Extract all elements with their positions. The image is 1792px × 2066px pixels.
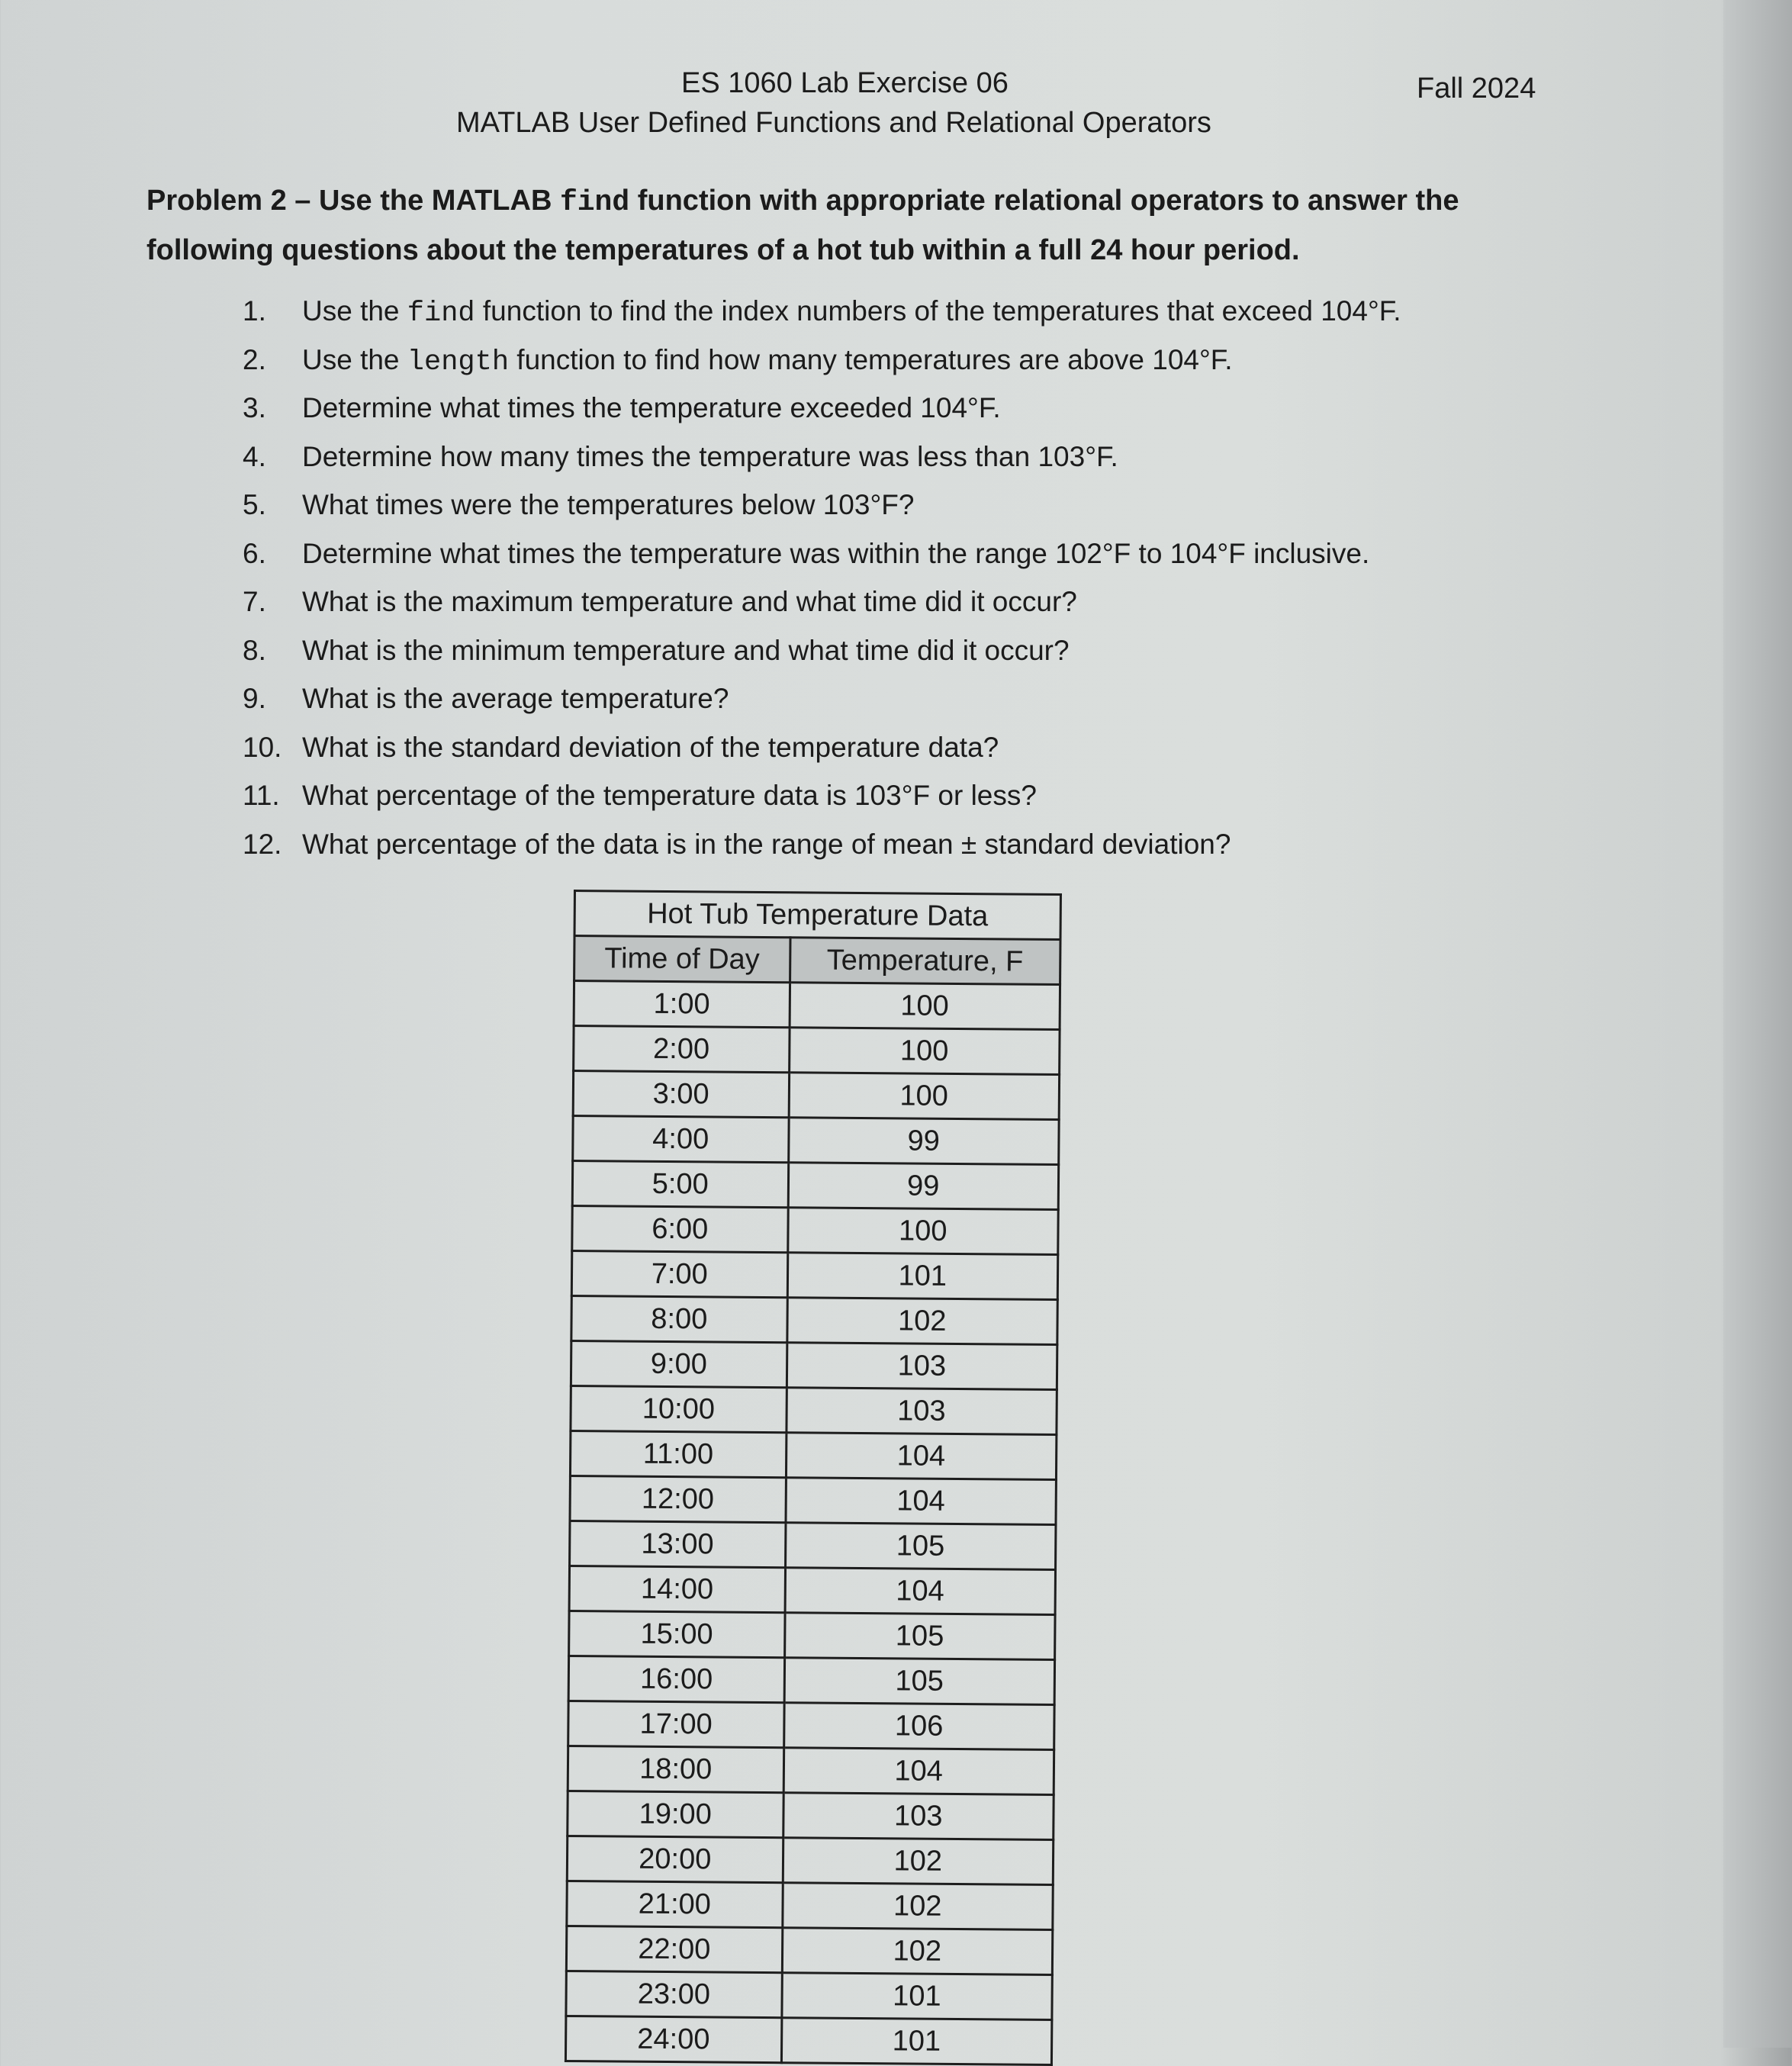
- time-cell: 9:00: [571, 1340, 787, 1387]
- table-row: [571, 1340, 1057, 1389]
- question-item: [243, 337, 1539, 386]
- question-item: [243, 676, 1539, 725]
- table-row: [568, 1656, 1054, 1704]
- temperature-cell: 104: [786, 1478, 1057, 1525]
- temperature-cell: 106: [783, 1703, 1054, 1750]
- table-row: [572, 1161, 1058, 1210]
- time-cell: 15:00: [569, 1611, 785, 1657]
- temperature-cell: 100: [789, 1073, 1060, 1120]
- time-cell: 20:00: [567, 1836, 783, 1882]
- question-item: [243, 628, 1539, 677]
- table-row: [566, 1971, 1052, 2019]
- time-cell: 21:00: [567, 1881, 783, 1927]
- problem-code: find: [559, 186, 630, 219]
- temperature-cell: 99: [788, 1118, 1059, 1165]
- question-text-post: function to find the index numbers of the temperatures that exceed 104°F.: [475, 295, 1401, 327]
- question-number: 1.: [243, 295, 266, 327]
- table-row: [566, 1926, 1052, 1974]
- table-row: [569, 1566, 1055, 1614]
- column-header-time: Time of Day: [574, 936, 790, 983]
- time-cell: 17:00: [568, 1701, 784, 1747]
- question-item: [243, 773, 1539, 822]
- time-cell: 7:00: [571, 1250, 787, 1297]
- question-text-pre: What is the maximum temperature and what time did it occur?: [302, 586, 1077, 617]
- question-number: 4.: [243, 440, 266, 472]
- time-cell: 12:00: [570, 1475, 786, 1522]
- temperature-cell: 101: [787, 1253, 1058, 1300]
- question-item: [243, 531, 1539, 580]
- question-code: length: [407, 346, 510, 378]
- question-text-post: function to find how many temperatures are above 104°F.: [509, 343, 1233, 375]
- question-text-pre: What percentage of the temperature data is 103°F or less?: [302, 780, 1037, 811]
- table-row: [574, 981, 1060, 1030]
- page-edge-shadow: [1723, 0, 1792, 2048]
- time-cell: 22:00: [566, 1926, 782, 1972]
- table-row: [568, 1746, 1054, 1794]
- question-item: [243, 579, 1539, 628]
- question-text: [302, 579, 1077, 628]
- time-cell: 23:00: [566, 1971, 782, 2017]
- time-cell: 10:00: [571, 1385, 787, 1432]
- problem-statement: [146, 177, 1489, 274]
- question-text: [302, 337, 1233, 386]
- time-cell: 16:00: [568, 1656, 784, 1702]
- question-item: [243, 288, 1539, 337]
- column-header-temperature: Temperature, F: [790, 938, 1060, 985]
- question-number: 12.: [243, 828, 282, 860]
- table-row: [570, 1521, 1056, 1569]
- table-row: [571, 1295, 1057, 1344]
- table-row: [572, 1205, 1058, 1254]
- question-text: [302, 676, 729, 725]
- temperature-cell: 101: [781, 2018, 1052, 2065]
- question-list: [243, 288, 1539, 870]
- time-cell: 18:00: [568, 1746, 783, 1792]
- table-caption: Hot Tub Temperature Data: [574, 891, 1060, 940]
- question-text: [302, 822, 1231, 870]
- time-cell: 1:00: [574, 981, 790, 1028]
- question-item: [243, 725, 1539, 774]
- table-row: [568, 1791, 1054, 1839]
- question-text-pre: Use the: [302, 343, 407, 375]
- temperature-cell: 103: [783, 1793, 1054, 1840]
- table-row: [570, 1475, 1056, 1524]
- question-text: [302, 434, 1118, 483]
- question-text-pre: Determine what times the temperature exceeded 104°F.: [302, 392, 1001, 423]
- temperature-cell: 104: [785, 1568, 1056, 1615]
- time-cell: 6:00: [572, 1205, 788, 1252]
- temperature-table: [565, 890, 1062, 2066]
- question-text: [302, 628, 1070, 677]
- question-text: [302, 288, 1401, 337]
- question-item: [243, 822, 1539, 870]
- question-text-pre: Determine what times the temperature was within the range 102°F to 104°F inclusive.: [302, 537, 1370, 569]
- course-title: ES 1060 Lab Exercise 06: [681, 67, 1009, 99]
- temperature-cell: 100: [787, 1208, 1058, 1255]
- table-row: [573, 1116, 1059, 1165]
- temperature-cell: 103: [786, 1388, 1057, 1435]
- temperature-cell: 99: [788, 1163, 1059, 1210]
- table-row: [569, 1611, 1055, 1659]
- time-cell: 8:00: [571, 1295, 787, 1342]
- time-cell: 14:00: [569, 1566, 785, 1612]
- temperature-cell: 104: [786, 1433, 1057, 1480]
- question-text-pre: What percentage of the data is in the range of mean ± standard deviation?: [302, 828, 1231, 860]
- question-text-pre: What is the average temperature?: [302, 683, 729, 714]
- question-number: 10.: [243, 731, 282, 763]
- question-text: [302, 773, 1037, 822]
- question-text-pre: What is the standard deviation of the temperature data?: [302, 731, 999, 763]
- time-cell: 2:00: [574, 1026, 790, 1073]
- lab-subtitle: MATLAB User Defined Functions and Relational Operators: [456, 107, 1211, 139]
- question-text-pre: What is the minimum temperature and what time did it occur?: [302, 634, 1070, 666]
- question-number: 6.: [243, 537, 266, 569]
- question-number: 7.: [243, 586, 266, 617]
- time-cell: 24:00: [565, 2016, 781, 2062]
- time-cell: 13:00: [570, 1521, 786, 1567]
- table-row: [568, 1701, 1054, 1749]
- question-item: [243, 385, 1539, 434]
- question-number: 11.: [243, 780, 280, 811]
- question-text-pre: What times were the temperatures below 103°F?: [302, 489, 915, 520]
- table-row: [570, 1430, 1056, 1479]
- table-row: [571, 1385, 1057, 1434]
- table-row: [567, 1881, 1053, 1929]
- table-row: [573, 1071, 1059, 1120]
- time-cell: 4:00: [573, 1116, 789, 1163]
- temperature-cell: 100: [789, 1028, 1060, 1075]
- question-number: 5.: [243, 489, 266, 520]
- temperature-cell: 103: [787, 1343, 1057, 1390]
- question-text-pre: Use the: [302, 295, 407, 327]
- temperature-cell: 105: [785, 1523, 1056, 1570]
- term-label: Fall 2024: [1417, 72, 1536, 105]
- temperature-cell: 104: [783, 1748, 1054, 1795]
- question-item: [243, 434, 1539, 483]
- question-text: [302, 531, 1369, 580]
- temperature-cell: 105: [784, 1658, 1055, 1705]
- problem-rest: function with appropriate relational operators to answer the following questions about the temperatures of a hot tub within a full 24 hour period.: [146, 185, 1459, 266]
- question-item: [243, 482, 1539, 531]
- question-text-pre: Determine how many times the temperature was less than 103°F.: [302, 440, 1118, 472]
- table-row: [567, 1836, 1053, 1884]
- question-text: [302, 385, 1001, 434]
- temperature-cell: 102: [782, 1883, 1053, 1930]
- temperature-cell: 102: [782, 1928, 1053, 1975]
- temperature-cell: 102: [783, 1838, 1054, 1885]
- question-code: find: [407, 298, 475, 330]
- time-cell: 5:00: [572, 1161, 788, 1208]
- time-cell: 19:00: [568, 1791, 783, 1837]
- question-number: 2.: [243, 343, 266, 375]
- problem-lead: Problem 2 – Use the MATLAB: [146, 185, 560, 217]
- question-text: [302, 725, 999, 774]
- temperature-cell: 105: [784, 1613, 1055, 1660]
- question-text: [302, 482, 914, 531]
- temperature-cell: 101: [781, 1973, 1052, 2020]
- temperature-cell: 102: [787, 1298, 1057, 1345]
- question-number: 3.: [243, 392, 266, 423]
- time-cell: 3:00: [573, 1071, 789, 1118]
- question-number: 8.: [243, 634, 266, 666]
- temperature-cell: 100: [790, 983, 1060, 1030]
- time-cell: 11:00: [570, 1430, 786, 1477]
- question-number: 9.: [243, 683, 266, 714]
- table-row: [565, 2016, 1051, 2064]
- table-row: [571, 1250, 1057, 1299]
- table-row: [574, 1026, 1060, 1075]
